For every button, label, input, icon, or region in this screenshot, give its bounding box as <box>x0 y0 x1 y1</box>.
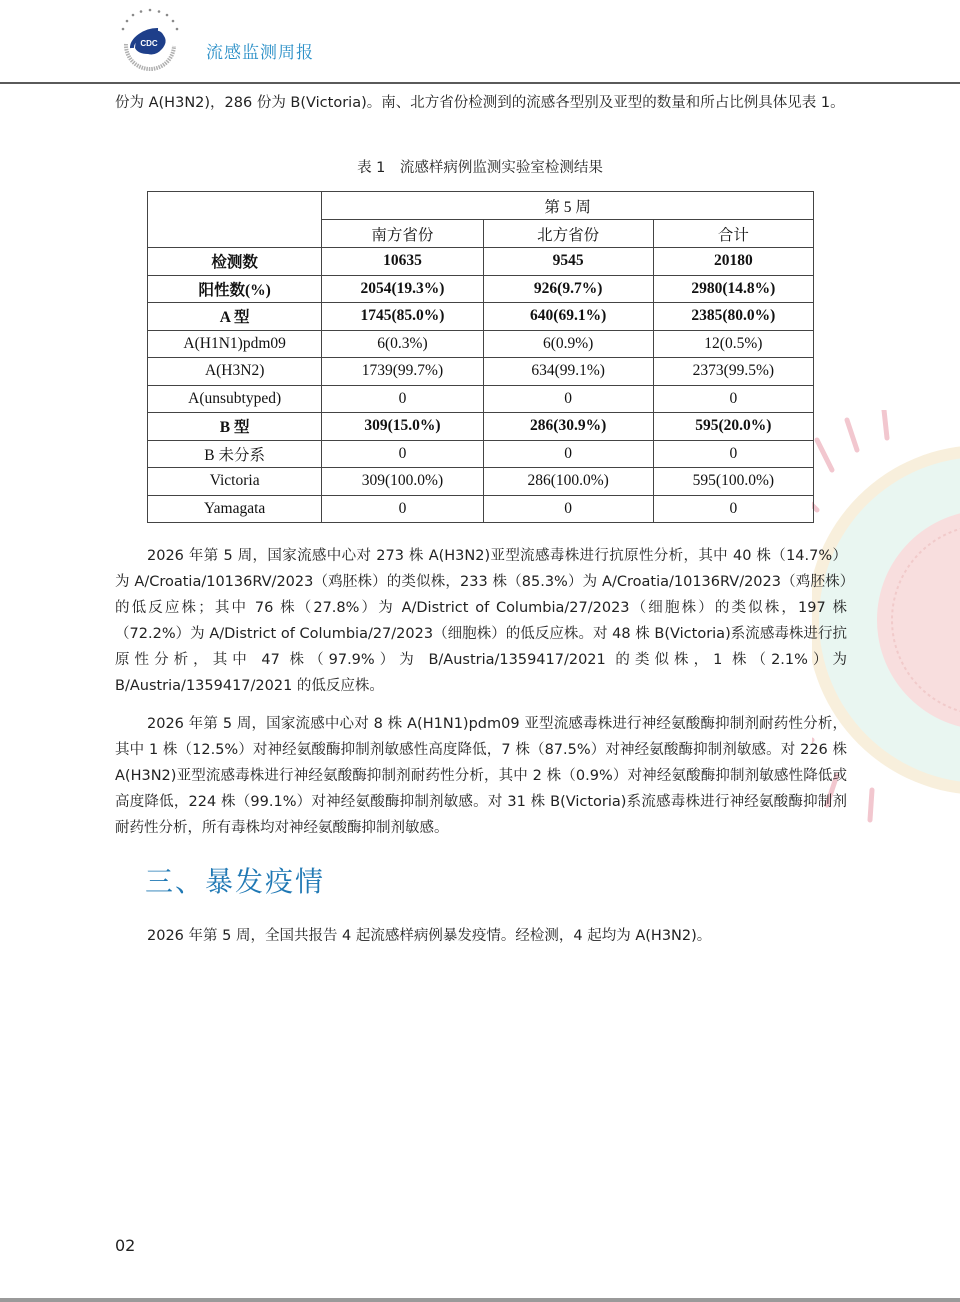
table-row-type-a <box>148 303 814 331</box>
cell-north: 0 <box>483 385 653 413</box>
cell-total: 595(20.0%) <box>653 413 813 441</box>
col-header-total: 合计 <box>653 220 813 248</box>
cell-north: 6(0.9%) <box>483 330 653 358</box>
cell-south: 309(15.0%) <box>322 413 483 441</box>
cell-total: 12(0.5%) <box>653 330 813 358</box>
table-row-type-b <box>148 413 814 441</box>
week-header: 第 5 周 <box>322 192 814 220</box>
table-row-tested <box>148 248 814 276</box>
cell-north: 634(99.1%) <box>483 358 653 386</box>
row-label: 阳性数(%) <box>148 275 322 303</box>
cell-north: 926(9.7%) <box>483 275 653 303</box>
row-label: A(H3N2) <box>148 358 322 386</box>
cell-total: 0 <box>653 440 813 468</box>
outbreak-paragraph: 2026 年第 5 周，全国共报告 4 起流感样病例暴发疫情。经检测，4 起均为 A(H3N2)。 <box>147 928 712 944</box>
cell-south: 0 <box>322 440 483 468</box>
table-row-victoria <box>148 468 814 496</box>
col-header-south: 南方省份 <box>322 220 483 248</box>
cell-north: 0 <box>483 495 653 523</box>
publication-title: 流感监测周报 <box>206 43 314 63</box>
cell-total: 20180 <box>653 248 813 276</box>
drug-resistance-paragraph: 2026 年第 5 周，国家流感中心对 8 株 A(H1N1)pdm09 亚型流感毒株进行神经氨酸酶抑制剂耐药性分析，其中 1 株（12.5%）对神经氨酸酶抑制剂敏感性高度降低，7 株（87.5%）对神经氨酸酶抑制剂敏感。对 226 株 A(H3N2)亚型流感毒株进行神经氨酸酶抑制剂耐药性分析，其中 2 株（0.9%）对神经氨酸酶抑制剂敏感性降低或高度降低，224 株（99.1%）对神经氨酸酶抑制剂敏感。对 31 株 B(Victoria)系流感毒株进行神经氨酸酶抑制剂耐药性分析，所有毒株均对神经氨酸酶抑制剂敏感。 <box>115 716 847 836</box>
lab-results-table <box>147 191 814 523</box>
table-row-positive <box>148 275 814 303</box>
cell-south: 1745(85.0%) <box>322 303 483 331</box>
row-label: A 型 <box>148 303 322 331</box>
cell-south: 2054(19.3%) <box>322 275 483 303</box>
page-number: 02 <box>115 1236 136 1255</box>
row-label: A(H1N1)pdm09 <box>148 330 322 358</box>
cell-total: 0 <box>653 385 813 413</box>
row-label: 检测数 <box>148 248 322 276</box>
cell-south: 10635 <box>322 248 483 276</box>
page-header <box>0 0 960 84</box>
row-label: Victoria <box>148 468 322 496</box>
svg-text:CDC: CDC <box>140 39 158 48</box>
cell-total: 0 <box>653 495 813 523</box>
cell-total: 2373(99.5%) <box>653 358 813 386</box>
row-label: B 型 <box>148 413 322 441</box>
footer-divider <box>0 1298 960 1302</box>
table-caption: 表 1 流感样病例监测实验室检测结果 <box>357 160 603 176</box>
cell-total: 595(100.0%) <box>653 468 813 496</box>
table-row-yamagata <box>148 495 814 523</box>
cell-north: 9545 <box>483 248 653 276</box>
table-row-h3n2 <box>148 358 814 386</box>
cell-south: 0 <box>322 495 483 523</box>
antigenic-analysis-paragraph: 2026 年第 5 周，国家流感中心对 273 株 A(H3N2)亚型流感毒株进行抗原性分析，其中 40 株（14.7%）为 A/Croatia/10136RV/2023（鸡胚株）的类似株，233 株（85.3%）为 A/Croatia/10136RV/2023（鸡胚株）的低反应株；其中 76 株（27.8%）为 A/District of Columbia/27/2023（细胞株）的类似株，197 株（72.2%）为 A/District of Columbia/27/2023（细胞株）的低反应株。对 48 株 B(Victoria)系流感毒株进行抗原性分析，其中 47 株（97.9%）为 B/Austria/1359417/2021 的类似株，1 株（2.1%）为 B/Austria/1359417/2021 的低反应株。 <box>115 548 847 694</box>
cell-south: 0 <box>322 385 483 413</box>
table-corner-cell <box>148 192 322 248</box>
row-label: B 未分系 <box>148 440 322 468</box>
china-cdc-logo-icon <box>112 4 188 80</box>
cell-total: 2385(80.0%) <box>653 303 813 331</box>
col-header-north: 北方省份 <box>483 220 653 248</box>
cell-south: 309(100.0%) <box>322 468 483 496</box>
header-divider <box>0 82 960 84</box>
cell-north: 0 <box>483 440 653 468</box>
row-label: A(unsubtyped) <box>148 385 322 413</box>
cell-north: 640(69.1%) <box>483 303 653 331</box>
intro-paragraph: 份为 A(H3N2)，286 份为 B(Victoria)。南、北方省份检测到的流感各型别及亚型的数量和所占比例具体见表 1。 <box>115 95 845 111</box>
cell-south: 1739(99.7%) <box>322 358 483 386</box>
cell-total: 2980(14.8%) <box>653 275 813 303</box>
table-row-h1n1 <box>148 330 814 358</box>
section-title-outbreaks: 三、暴发疫情 <box>145 865 326 898</box>
table-row-b-unlineaged <box>148 440 814 468</box>
row-label: Yamagata <box>148 495 322 523</box>
cell-south: 6(0.3%) <box>322 330 483 358</box>
cell-north: 286(100.0%) <box>483 468 653 496</box>
table-row-unsubtyped <box>148 385 814 413</box>
cell-north: 286(30.9%) <box>483 413 653 441</box>
